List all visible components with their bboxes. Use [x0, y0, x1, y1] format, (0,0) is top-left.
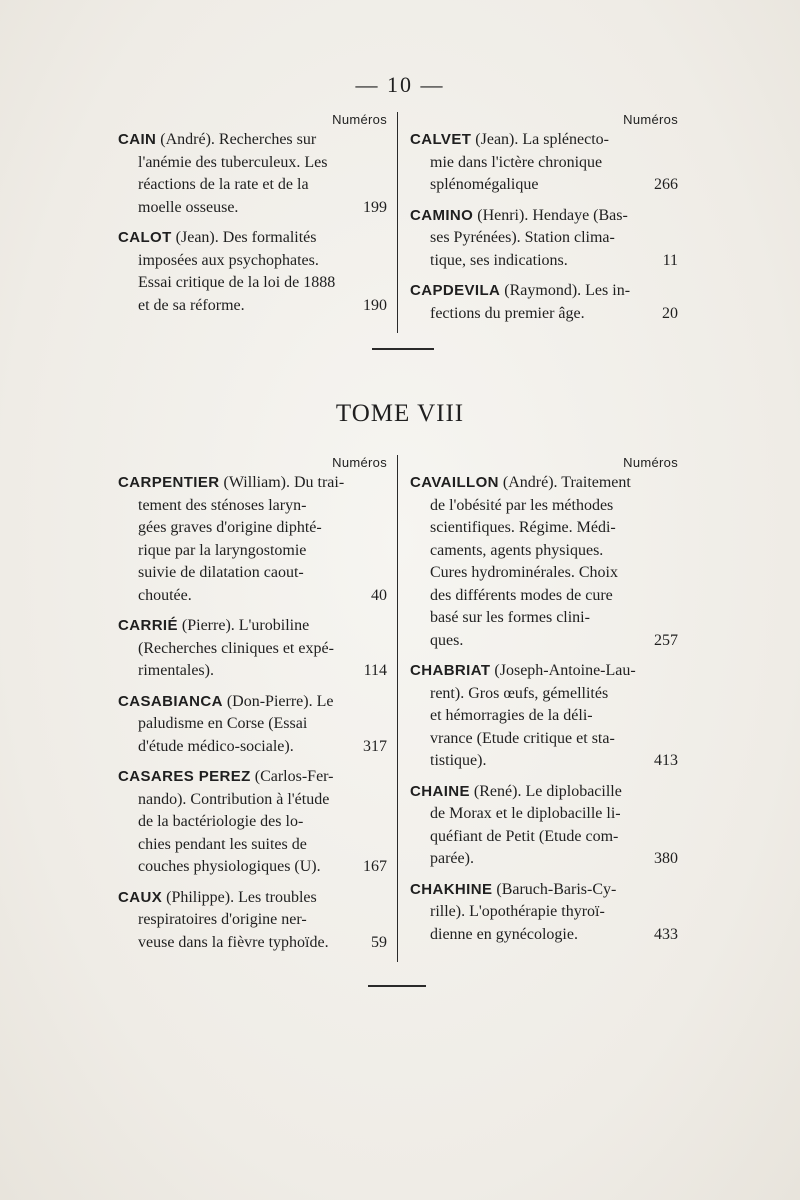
entry-line: scientifiques. Régime. Médi- [430, 519, 616, 536]
entry-line [410, 472, 678, 495]
author-name: CALOT [118, 229, 172, 246]
entry-text: choutée. [138, 586, 192, 604]
entry-line: gées graves d'origine diphté- [138, 519, 322, 536]
bottom-right-column [398, 455, 678, 962]
entry-line: vrance (Etude critique et sta- [430, 729, 615, 747]
index-entry [118, 887, 387, 955]
thesis-number: 380 [654, 850, 678, 867]
index-entry [410, 660, 678, 773]
entry-line [118, 129, 387, 152]
entry-line [410, 879, 678, 902]
entry-line: basé sur les formes clini- [430, 609, 590, 626]
entry-text: splénomégalique [430, 176, 539, 193]
entry-line: (Recherches cliniques et expé- [138, 639, 334, 657]
entry-line: rille). L'opothérapie thyroï- [430, 903, 605, 920]
author-name: CARPENTIER [118, 474, 220, 491]
entry-text: ques. [430, 631, 464, 649]
separator-rule [372, 348, 434, 350]
entry-line [118, 472, 387, 495]
index-entry [118, 227, 387, 317]
entry-text: et de sa réforme. [138, 296, 245, 314]
entry-last-line [410, 848, 678, 871]
entry-line [410, 205, 678, 228]
entry-line: de la bactériologie des lo- [138, 813, 304, 830]
separator-rule [368, 985, 426, 987]
index-entry [410, 205, 678, 273]
entry-text: (Pierre). L'urobiline [177, 617, 310, 634]
author-name: CALVET [410, 131, 472, 148]
entry-last-line [118, 736, 387, 759]
entry-line [118, 691, 387, 714]
entry-last-line [118, 197, 387, 220]
entry-text: (Joseph-Antoine-Lau- [490, 662, 636, 679]
numeros-header: Numéros [332, 112, 387, 127]
entry-last-line [410, 250, 678, 273]
entry-last-line [118, 660, 387, 683]
author-name: CASABIANCA [118, 692, 223, 710]
entry-line [410, 280, 678, 303]
index-entry [410, 879, 678, 947]
entry-text: (Henri). Hendaye (Bas- [473, 206, 628, 224]
top-right-column [398, 112, 678, 333]
entry-line: ses Pyrénées). Station clima- [430, 229, 615, 246]
entry-text: tistique). [430, 752, 487, 769]
entry-text: veuse dans la fièvre typhoïde. [138, 933, 329, 951]
entry-line: l'anémie des tuberculeux. Les [138, 153, 328, 171]
top-index-section [118, 112, 680, 333]
entry-line: Essai critique de la loi de 1888 [138, 274, 336, 291]
thesis-number: 114 [363, 662, 387, 679]
entry-text: rimentales). [138, 662, 214, 679]
thesis-number: 413 [654, 752, 678, 769]
thesis-number: 257 [654, 631, 678, 649]
thesis-number: 20 [662, 304, 678, 322]
author-name: CAUX [118, 888, 163, 906]
entry-text: fections du premier âge. [430, 304, 585, 322]
entry-line: paludisme en Corse (Essai [138, 715, 308, 732]
entry-line: respiratoires d'origine ner- [138, 911, 307, 928]
index-entry [410, 472, 678, 652]
numeros-header: Numéros [623, 112, 678, 127]
entry-line: quéfiant de Petit (Etude com- [430, 827, 619, 845]
entry-text: moelle osseuse. [138, 198, 239, 216]
entry-line: suivie de dilatation caout- [138, 564, 304, 581]
entry-text: parée). [430, 850, 474, 867]
tome-title: TOME VIII [335, 400, 465, 427]
entry-line [118, 615, 387, 638]
entry-last-line [410, 174, 678, 197]
entry-text: (Don-Pierre). Le [222, 692, 334, 710]
entry-line [118, 227, 387, 250]
entry-line: des différents modes de cure [430, 586, 613, 604]
author-name: CASARES PEREZ [118, 768, 251, 785]
entry-line: imposées aux psychophates. [138, 251, 319, 269]
entry-line: mie dans l'ictère chronique [430, 153, 603, 171]
author-name: CAIN [118, 131, 157, 148]
index-entry [118, 129, 387, 219]
author-name: CHAINE [410, 782, 470, 800]
page-number: — 10 — [355, 72, 445, 97]
entry-line [118, 766, 387, 789]
author-name: CAVAILLON [410, 474, 499, 491]
entry-last-line [118, 585, 387, 608]
index-entry [410, 781, 678, 871]
entry-line: caments, agents physiques. [430, 541, 604, 559]
entry-text: tique, ses indications. [430, 251, 568, 269]
thesis-number: 11 [662, 251, 678, 269]
author-name: CAMINO [410, 206, 474, 224]
thesis-number: 266 [654, 176, 678, 193]
entry-text: (Jean). Des formalités [171, 229, 317, 246]
index-entry [410, 280, 678, 325]
author-name: CAPDEVILA [410, 282, 501, 299]
entry-line: nando). Contribution à l'étude [138, 790, 330, 808]
entry-line: de Morax et le diplobacille li- [430, 805, 621, 822]
thesis-number: 167 [363, 858, 387, 875]
index-entry [410, 129, 678, 197]
thesis-number: 59 [371, 933, 387, 951]
entry-text: (William). Du trai- [219, 474, 345, 491]
thesis-number: 190 [363, 296, 387, 314]
entry-last-line [410, 924, 678, 947]
index-entry [118, 472, 387, 607]
entry-line: de l'obésité par les méthodes [430, 496, 614, 514]
thesis-number: 433 [654, 925, 678, 943]
entry-last-line [118, 856, 387, 879]
thesis-number: 199 [363, 198, 387, 216]
entry-last-line [410, 303, 678, 326]
entry-line: tement des sténoses laryn- [138, 496, 307, 514]
entry-text: (René). Le diplobacille [469, 782, 622, 800]
author-name: CARRIÉ [118, 617, 178, 634]
entry-last-line [118, 295, 387, 318]
entry-text: d'étude médico-sociale). [138, 737, 294, 755]
index-entry [118, 766, 387, 879]
entry-text: (André). Traitement [498, 474, 631, 491]
entry-line [410, 660, 678, 683]
entry-last-line [410, 750, 678, 773]
entry-text: couches physiologiques (U). [138, 858, 321, 875]
entry-line: rent). Gros œufs, gémellités [430, 684, 609, 702]
entry-last-line [118, 932, 387, 955]
numeros-header: Numéros [623, 455, 678, 470]
thesis-number: 317 [363, 737, 387, 755]
bottom-left-column [118, 455, 398, 962]
entry-line [410, 781, 678, 804]
thesis-number: 40 [371, 586, 387, 604]
author-name: CHABRIAT [410, 662, 491, 679]
entry-line: Cures hydrominérales. Choix [430, 564, 618, 581]
entry-text: dienne en gynécologie. [430, 925, 578, 943]
entry-text: (Baruch-Baris-Cy- [492, 880, 617, 898]
entry-text: (Raymond). Les in- [500, 282, 631, 299]
entry-last-line [410, 630, 678, 653]
entry-line: et hémorragies de la déli- [430, 707, 593, 724]
top-left-column [118, 112, 398, 333]
entry-text: (Carlos-Fer- [250, 768, 334, 785]
entry-text: (Philippe). Les troubles [162, 888, 317, 906]
index-entry [118, 691, 387, 759]
entry-line: rique par la laryngostomie [138, 541, 307, 559]
entry-text: (André). Recherches sur [156, 131, 317, 148]
entry-line [410, 129, 678, 152]
index-entry [118, 615, 387, 683]
entry-text: (Jean). La splénecto- [471, 131, 610, 148]
entry-line: réactions de la rate et de la [138, 176, 309, 193]
bottom-index-section [118, 455, 680, 962]
entry-line [118, 887, 387, 910]
author-name: CHAKHINE [410, 880, 493, 898]
numeros-header: Numéros [332, 455, 387, 470]
entry-line: chies pendant les suites de [138, 835, 307, 853]
